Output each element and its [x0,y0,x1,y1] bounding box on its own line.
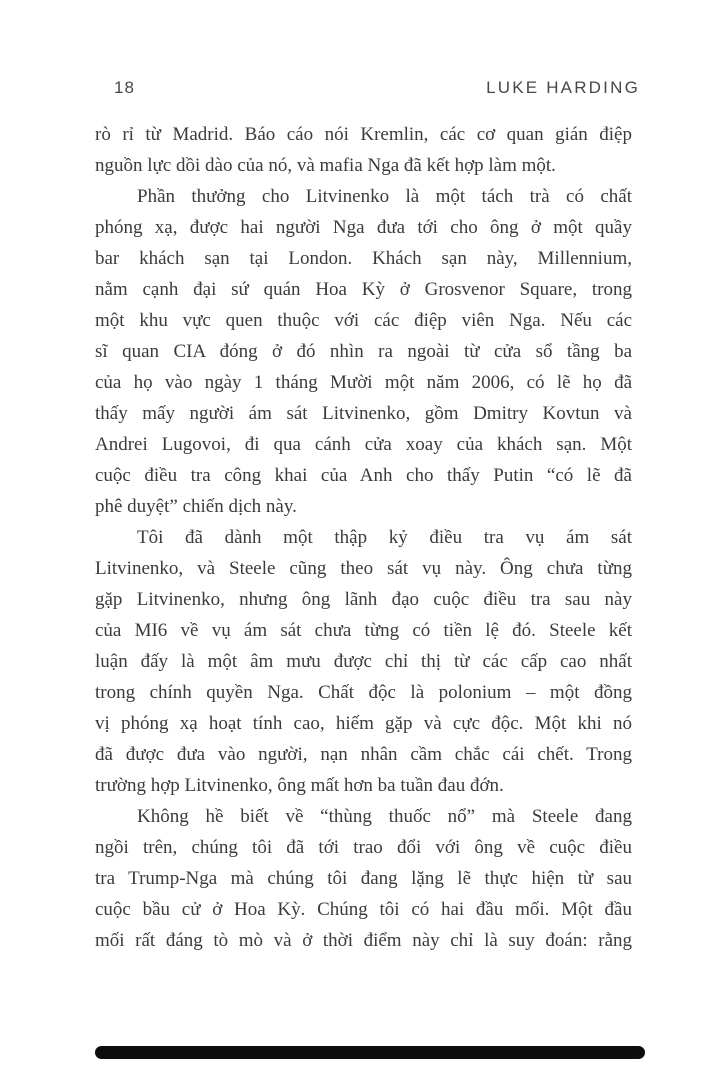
text-line: rò rỉ từ Madrid. Báo cáo nói Kremlin, các cơ quan gián điệp [95,124,632,145]
text-line: Phần thưởng cho Litvinenko là một tách trà có chất [137,186,632,207]
running-header [95,78,640,100]
text-line: nguồn lực dồi dào của nó, và mafia Nga đã kết hợp làm một. [95,155,556,176]
text-line: nằm cạnh đại sứ quán Hoa Kỳ ở Grosvenor Square, trong [95,279,632,300]
text-line: đã được đưa vào người, nạn nhân cầm chắc cái chết. Trong [95,744,632,765]
text-line: thấy mấy người ám sát Litvinenko, gồm Dmitry Kovtun và [95,403,632,424]
text-line: của họ vào ngày 1 tháng Mười một năm 2006, có lẽ họ đã [95,372,632,393]
text-line: một khu vực quen thuộc với các điệp viên Nga. Nếu các [95,310,632,331]
body-text [95,119,632,956]
text-line: sĩ quan CIA đóng ở đó nhìn ra ngoài từ cửa sổ tầng ba [95,341,632,362]
text-line: Tôi đã dành một thập kỷ điều tra vụ ám sát [137,527,632,548]
text-line: của MI6 về vụ ám sát chưa từng có tiền lệ đó. Steele kết [95,620,632,641]
text-line: Litvinenko, và Steele cũng theo sát vụ này. Ông chưa từng [95,558,632,579]
text-line: gặp Litvinenko, nhưng ông lãnh đạo cuộc điều tra sau này [95,589,632,610]
running-header-title: LUKE HARDING [486,78,640,97]
text-line: Không hề biết về “thùng thuốc nổ” mà Steele đang [137,806,632,827]
text-line: vị phóng xạ hoạt tính cao, hiếm gặp và cực độc. Một khi nó [95,713,632,734]
text-line: trong chính quyền Nga. Chất độc là polonium – một đồng [95,682,632,703]
text-line: ngồi trên, chúng tôi đã tới trao đổi với ông về cuộc điều [95,837,632,858]
text-line: luận đấy là một âm mưu được chỉ thị từ các cấp cao nhất [95,651,632,672]
text-line: phóng xạ, được hai người Nga đưa tới cho ông ở một quầy [95,217,632,238]
text-line: cuộc bầu cử ở Hoa Kỳ. Chúng tôi có hai đầu mối. Một đầu [95,899,632,920]
text-line: trường hợp Litvinenko, ông mất hơn ba tuần đau đớn. [95,775,504,796]
text-line: tra Trump-Nga mà chúng tôi đang lặng lẽ thực hiện từ sau [95,868,632,889]
text-line: Andrei Lugovoi, đi qua cánh cửa xoay của khách sạn. Một [95,434,632,455]
bottom-bar[interactable] [95,1046,645,1059]
text-line: bar khách sạn tại London. Khách sạn này, Millennium, [95,248,632,269]
page-number: 18 [114,78,135,97]
text-line: mối rất đáng tò mò và ở thời điểm này chỉ là suy đoán: rằng [95,930,632,951]
text-line: cuộc điều tra công khai của Anh cho thấy Putin “có lẽ đã [95,465,632,486]
text-line: phê duyệt” chiến dịch này. [95,496,297,517]
